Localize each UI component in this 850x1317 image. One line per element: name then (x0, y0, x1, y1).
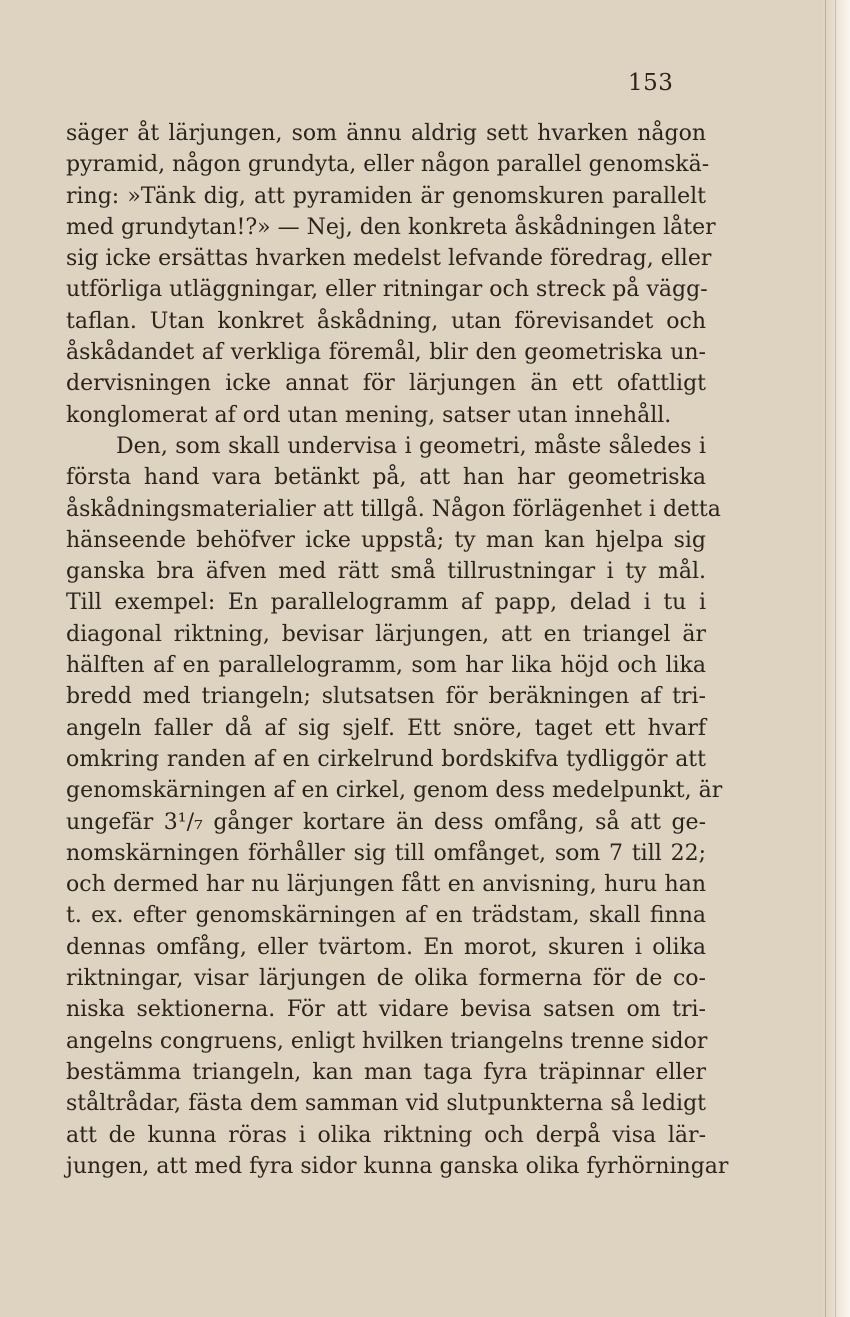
body-text (66, 118, 729, 1182)
text-line: Den, som skall undervisa i geometri, måste således i (116, 433, 706, 459)
page-edge-line (825, 0, 826, 1317)
page-edge-line (835, 0, 836, 1317)
text-line: dervisningen icke annat för lärjungen än ett ofattligt (66, 371, 706, 397)
text-line: utförliga utläggningar, eller ritningar och streck på vägg- (66, 277, 708, 303)
text-line: bredd med triangeln; slutsatsen för beräkningen af tri- (66, 684, 706, 710)
text-line: bestämma triangeln, kan man taga fyra träpinnar eller (66, 1059, 706, 1085)
text-line: säger åt lärjungen, som ännu aldrig sett hvarken någon (66, 121, 706, 146)
text-line: nomskärningen förhåller sig till omfånget, som 7 till 22; (66, 840, 706, 866)
text-line: taflan. Utan konkret åskådning, utan förevisandet och (66, 308, 706, 334)
text-line: åskådandet af verkliga föremål, blir den geometriska un- (66, 340, 706, 366)
page-number: 153 (628, 70, 674, 96)
text-line: dennas omfång, eller tvärtom. En morot, skuren i olika (66, 934, 706, 960)
text-line: angelns congruens, enligt hvilken triangelns trenne sidor (66, 1028, 708, 1054)
text-line: t. ex. efter genomskärningen af en trädstam, skall finna (66, 903, 706, 929)
text-line: jungen, att med fyra sidor kunna ganska olika fyrhörningar (66, 1153, 729, 1179)
text-line: diagonal riktning, bevisar lärjungen, att en triangel är (66, 621, 706, 647)
text-line: och dermed har nu lärjungen fått en anvisning, huru han (66, 872, 706, 898)
text-line: niska sektionerna. För att vidare bevisa satsen om tri- (66, 997, 706, 1023)
text-line: sig icke ersättas hvarken medelst lefvande föredrag, eller (66, 246, 712, 272)
text-line: hänseende behöfver icke uppstå; ty man kan hjelpa sig (66, 527, 706, 553)
text-line: åskådningsmaterialier att tillgå. Någon förlägenhet i detta (66, 496, 721, 522)
text-line: pyramid, någon grundyta, eller någon parallel genomskä- (66, 152, 710, 178)
text-line: riktningar, visar lärjungen de olika formerna för de co- (66, 966, 706, 992)
text-line: första hand vara betänkt på, att han har geometriska (66, 465, 706, 491)
page-edge (818, 0, 850, 1317)
text-line: omkring randen af en cirkelrund bordskifva tydliggör att (66, 746, 706, 772)
text-line: konglomerat af ord utan mening, satser utan innehåll. (66, 402, 672, 428)
text-line: ring: »Tänk dig, att pyramiden är genomskuren parallelt (66, 183, 706, 209)
text-line: att de kunna röras i olika riktning och derpå visa lär- (66, 1122, 706, 1148)
text-line: hälften af en parallelogramm, som har lika höjd och lika (66, 653, 706, 679)
text-line: ståltrådar, fästa dem samman vid slutpunkterna så ledigt (66, 1091, 706, 1117)
text-line: ganska bra äfven med rätt små tillrustningar i ty mål. (66, 559, 706, 585)
text-line: ungefär 3¹/₇ gånger kortare än dess omfång, så att ge- (66, 809, 706, 835)
text-line: angeln faller då af sig sjelf. Ett snöre, taget ett hvarf (66, 715, 706, 741)
text-line: Till exempel: En parallelogramm af papp, delad i tu i (66, 590, 706, 616)
text-line: genomskärningen af en cirkel, genom dess medelpunkt, är (66, 778, 723, 804)
text-line: med grundytan!?» — Nej, den konkreta åskådningen låter (66, 214, 716, 240)
